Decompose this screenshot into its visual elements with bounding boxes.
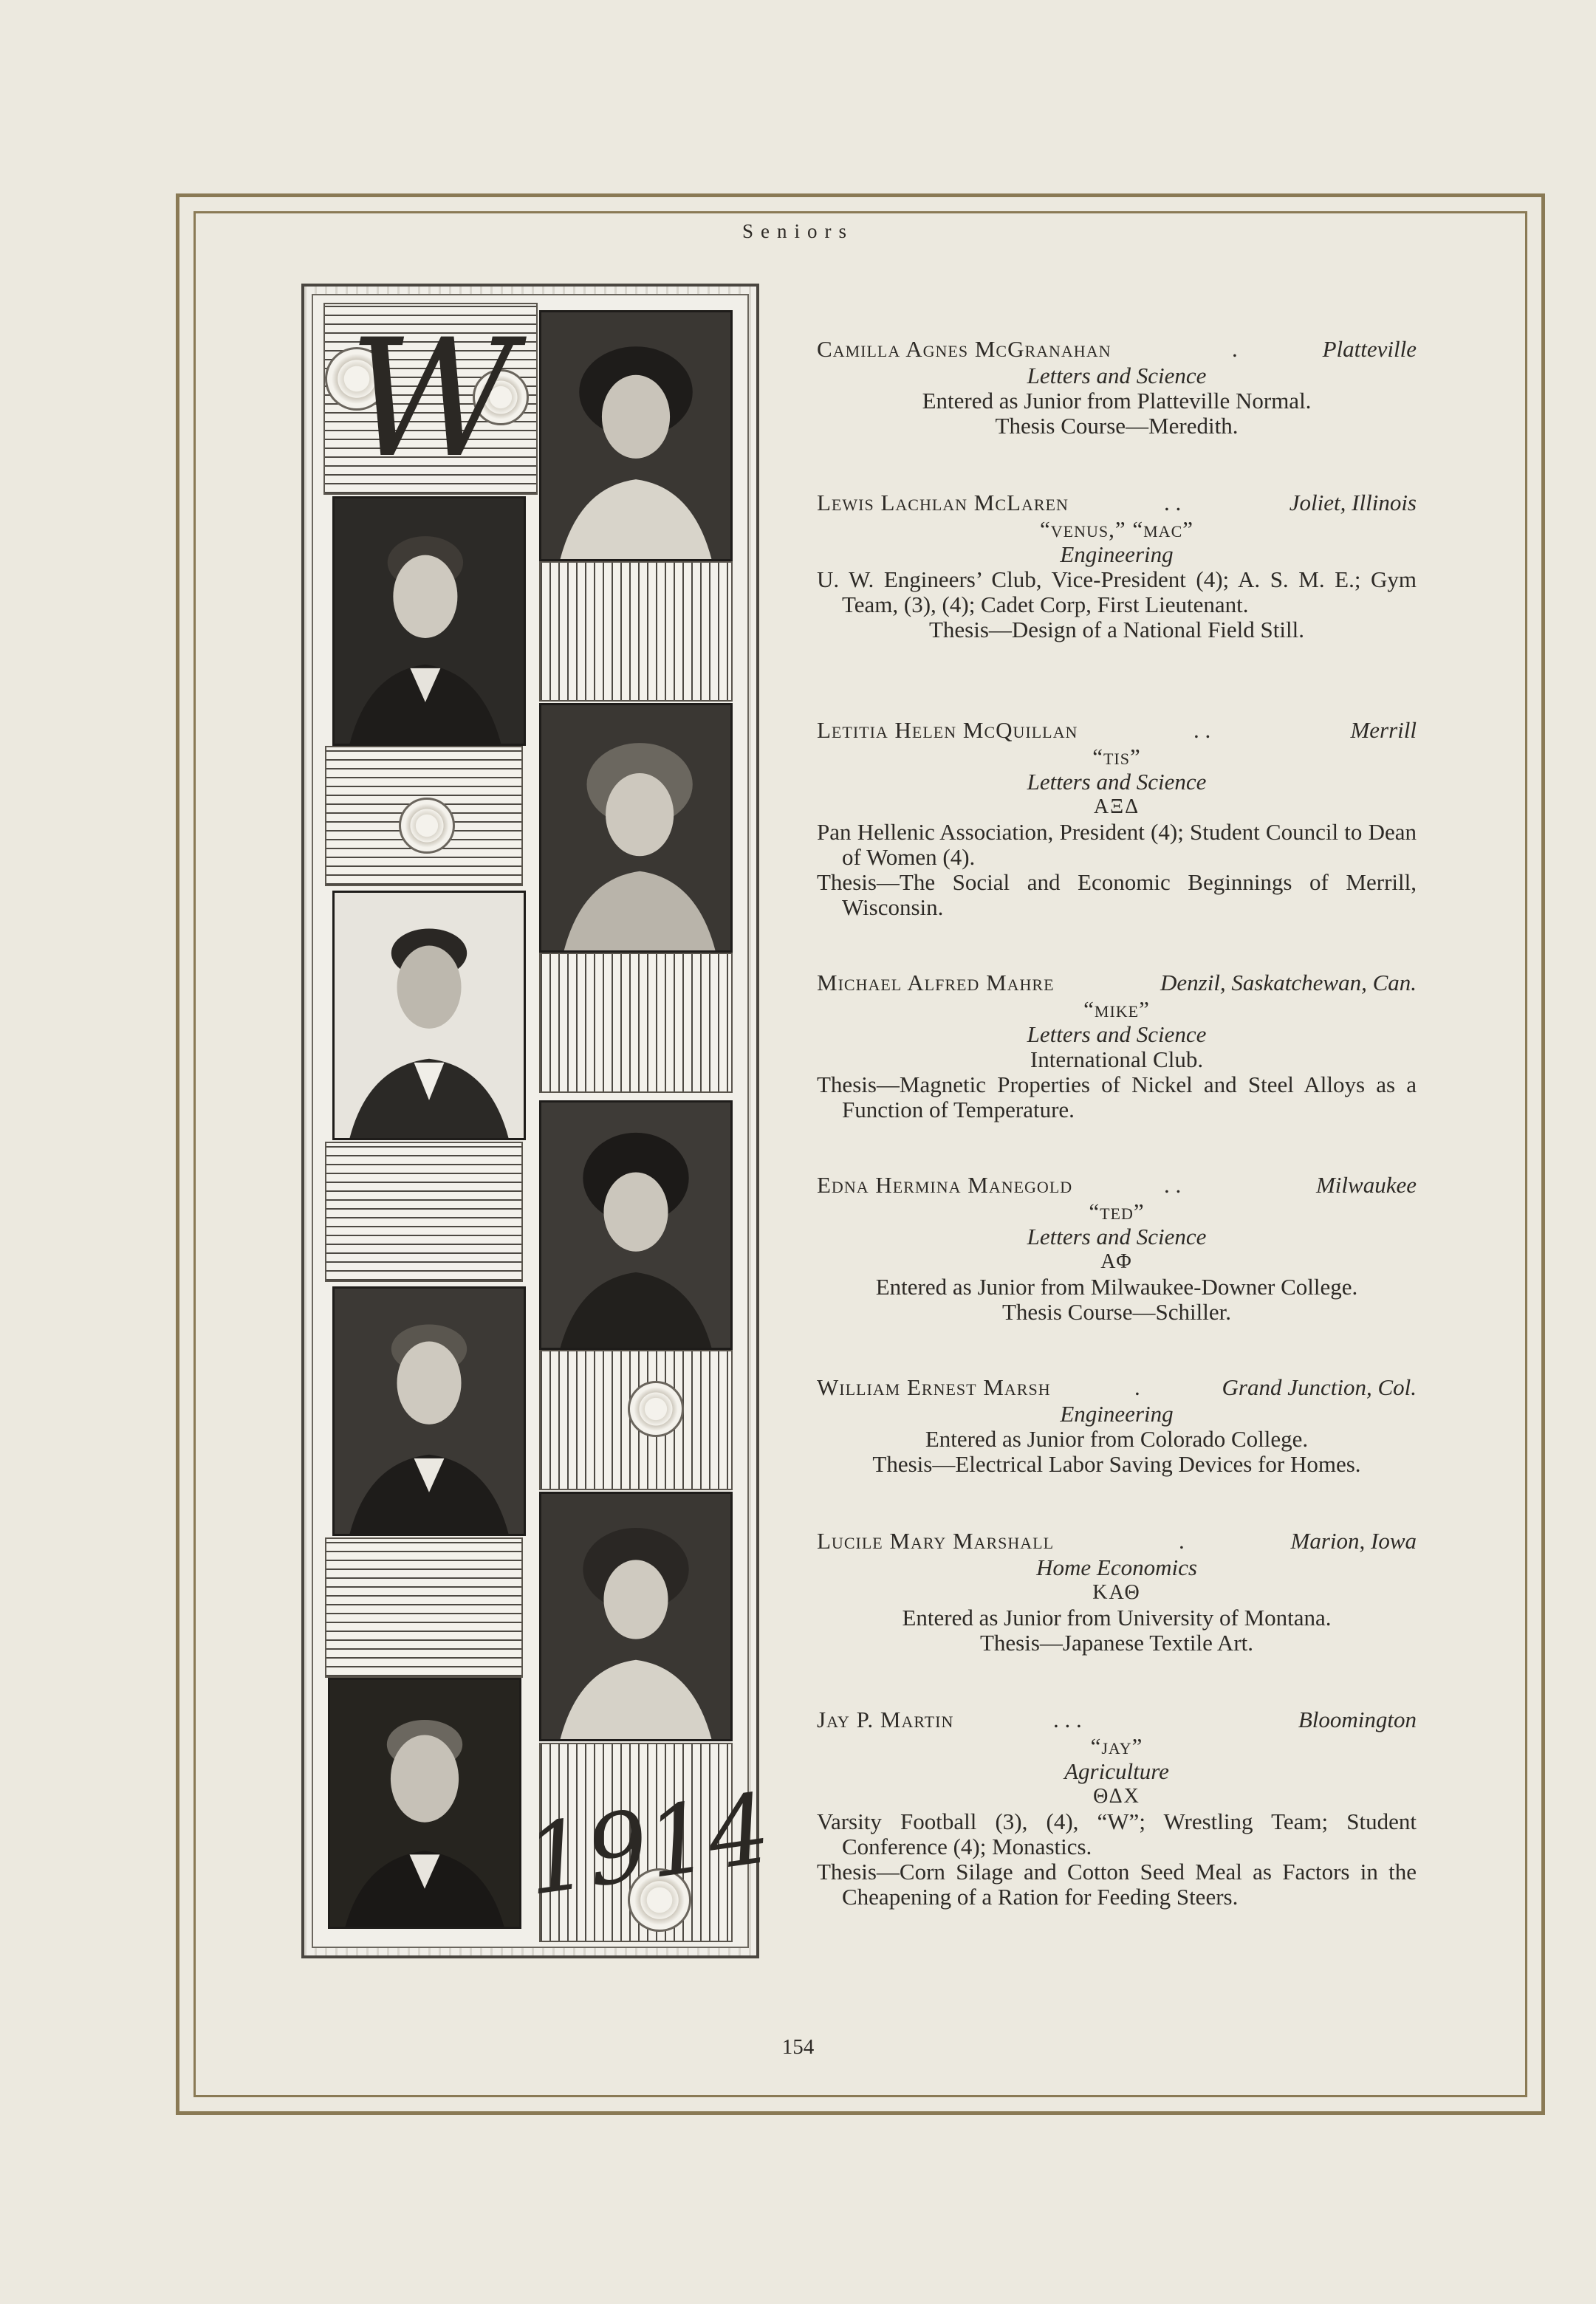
rose-ornament: [399, 798, 455, 854]
weave-panel: [325, 1142, 523, 1282]
entry-name: William Ernest Marsh: [817, 1374, 1051, 1400]
entry-activities: Varsity Football (3), (4), “W”; Wrestling Team; Student Conference (4); Monastics.: [817, 1808, 1417, 1859]
entry-college: Letters and Science: [1027, 1224, 1207, 1249]
entry-hometown: Joliet, Illinois: [1289, 490, 1417, 515]
monogram-1914: 1914: [518, 1772, 777, 1918]
entry-college: Letters and Science: [1027, 769, 1207, 795]
entry-college: Engineering: [1060, 1401, 1174, 1427]
entry-line: Thesis—Japanese Textile Art.: [979, 1630, 1254, 1656]
entry-hometown: Platteville: [1322, 336, 1417, 362]
entry-thesis: Thesis—Corn Silage and Cotton Seed Meal as Factors in the Cheapening of a Ration for Feeding Steers.: [817, 1859, 1417, 1910]
entry-fraternity: ΑΦ: [1100, 1250, 1133, 1273]
entry-nickname: “venus,” “mac”: [1040, 516, 1193, 542]
weave-panel: [539, 561, 733, 702]
entry-nickname: “ted”: [1089, 1199, 1145, 1224]
entry-activities: Pan Hellenic Association, President (4); Student Council to Dean of Women (4).: [817, 819, 1417, 870]
entry-college: Letters and Science: [1027, 1021, 1207, 1047]
entry-line: Thesis Course—Schiller.: [1002, 1299, 1231, 1325]
entry-marsh: [817, 1375, 1417, 1477]
monogram-w: W: [348, 304, 516, 493]
entry-line: International Club.: [1030, 1046, 1204, 1072]
entry-hometown: Merrill: [1350, 717, 1417, 743]
entry-thesis: Thesis—Electrical Labor Saving Devices for Homes.: [872, 1451, 1361, 1477]
entry-college: Letters and Science: [1027, 363, 1207, 388]
entry-name: Edna Hermina Manegold: [817, 1172, 1073, 1198]
entry-activities: U. W. Engineers’ Club, Vice-President (4); A. S. M. E.; Gym Team, (3), (4); Cadet Corp, First Lieutenant.: [817, 566, 1417, 617]
portrait-mcgranahan: [539, 310, 733, 561]
entry-name: Michael Alfred Mahre: [817, 970, 1055, 995]
entry-marshall: [817, 1529, 1417, 1656]
portrait-marsh: [332, 1286, 526, 1536]
rose-ornament: [628, 1381, 684, 1437]
entry-name: Lucile Mary Marshall: [817, 1528, 1055, 1554]
entry-college: Engineering: [1060, 541, 1174, 567]
entry-line: Entered as Junior from Colorado College.: [925, 1426, 1309, 1452]
entry-manegold: [817, 1173, 1417, 1325]
leader-dots: . .: [1164, 1172, 1182, 1198]
leader-dots: .: [1179, 1528, 1185, 1554]
entry-name: Letitia Helen McQuillan: [817, 717, 1078, 743]
entry-fraternity: ΚΑΘ: [1092, 1581, 1141, 1604]
entry-thesis: Thesis—Magnetic Properties of Nickel and Steel Alloys as a Function of Temperature.: [817, 1072, 1417, 1122]
entry-college: Agriculture: [1064, 1758, 1169, 1784]
entry-hometown: Bloomington: [1298, 1707, 1417, 1732]
entry-line: Entered as Junior from University of Montana.: [902, 1605, 1332, 1631]
entry-nickname: “mike”: [1083, 996, 1150, 1022]
entry-nickname: “jay”: [1090, 1733, 1143, 1759]
portrait-manegold: [539, 1100, 733, 1350]
entry-college: Home Economics: [1036, 1554, 1197, 1580]
portrait-marshall: [539, 1492, 733, 1741]
entry-fraternity: ΑΞΔ: [1093, 795, 1140, 818]
entry-mcgranahan: [817, 337, 1417, 439]
portrait-mclaren: [332, 496, 526, 746]
leader-dots: . .: [1193, 717, 1211, 743]
entry-mahre: [817, 970, 1417, 1122]
entry-hometown: Grand Junction, Col.: [1222, 1374, 1417, 1400]
entry-fraternity: ΘΔΧ: [1093, 1785, 1140, 1808]
page-number: 154: [781, 2035, 815, 2059]
weave-panel: [539, 953, 733, 1093]
entry-thesis: Thesis—Design of a National Field Still.: [928, 617, 1304, 642]
entry-thesis: Thesis—The Social and Economic Beginnings of Merrill, Wisconsin.: [817, 869, 1417, 920]
entry-martin: [817, 1707, 1417, 1910]
entry-mclaren: [817, 490, 1417, 642]
entry-nickname: “tis”: [1092, 744, 1141, 769]
portrait-mahre: [332, 891, 526, 1140]
entry-hometown: Milwaukee: [1315, 1172, 1417, 1198]
entry-name: Jay P. Martin: [817, 1707, 954, 1732]
portrait-mcquillan: [539, 703, 733, 953]
entry-hometown: Marion, Iowa: [1290, 1528, 1417, 1554]
leader-dots: . . .: [1053, 1707, 1082, 1732]
leader-dots: . .: [1164, 490, 1182, 515]
entry-name: Lewis Lachlan McLaren: [817, 490, 1069, 515]
leader-dots: .: [1232, 336, 1238, 362]
weave-panel: [325, 1537, 523, 1678]
entry-name: Camilla Agnes McGranahan: [817, 336, 1112, 362]
entry-line: Entered as Junior from Platteville Normal.: [922, 388, 1312, 414]
entry-hometown: Denzil, Saskatchewan, Can.: [1160, 970, 1417, 995]
entry-line: Thesis Course—Meredith.: [995, 413, 1239, 439]
running-header: Seniors: [742, 220, 854, 242]
leader-dots: .: [1134, 1374, 1140, 1400]
entry-mcquillan: [817, 718, 1417, 920]
portrait-martin: [328, 1678, 521, 1929]
entry-line: Entered as Junior from Milwaukee-Downer College.: [875, 1274, 1358, 1300]
